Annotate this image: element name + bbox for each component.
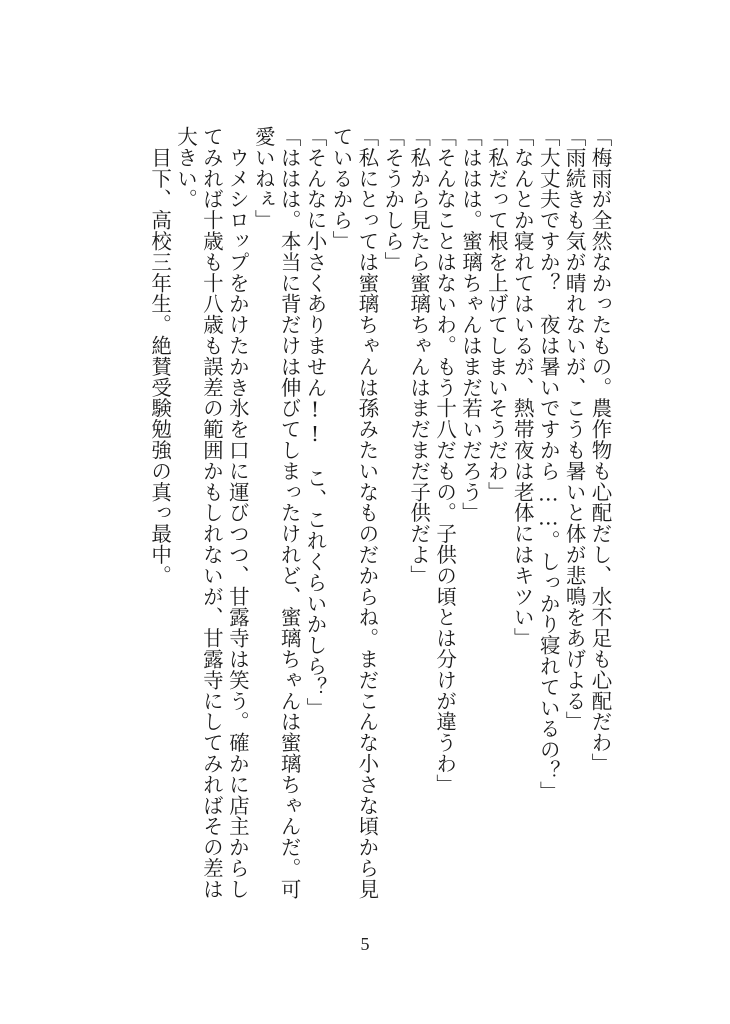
page-number: 5 [360, 934, 370, 954]
dialogue-line: 「なんとか寝れてはいるが、熱帯夜は老体にはキツい」 [510, 126, 535, 649]
dialogue-line: 「私から見たら蜜璃ちゃんはまだまだ子供だよ」 [406, 126, 431, 586]
dialogue-line: 「ははは。本当に背だけは伸びてしまったけれど、蜜璃ちゃんは蜜璃ちゃんだ。可愛いねぇ」 [251, 126, 302, 900]
dialogue-line: 「私だって根を上げてしまいそうだわ」 [484, 126, 509, 503]
dialogue-line: 「梅雨が全然なかったもの。農作物も心配だし、水不足も心配だわ」 [588, 126, 612, 774]
dialogue-line: 「ははは。蜜璃ちゃんはまだ若いだろう」 [458, 126, 483, 524]
dialogue-line: 「雨続きも気が晴れないが、こうも暑いと体が悲鳴をあげよる」 [562, 126, 587, 733]
dialogue-line: 「私にとっては蜜璃ちゃんは孫みたいなものだからね。まだこんな小さな頃から見ているから」 [328, 126, 379, 900]
dialogue-line: 「そんなことはないわ。もう十八だもの。子供の頃とは分けが違うわ」 [432, 126, 457, 795]
vertical-text-body [146, 126, 612, 916]
dialogue-line: 「そうかしら」 [380, 126, 405, 273]
narration-paragraph: 目下、高校三年生。絶賛受験勉強の真っ最中。 [147, 126, 172, 586]
dialogue-line: 「そんなに小さくありません!! こ、これくらいかしら？」 [303, 126, 328, 719]
dialogue-line: 「大丈夫ですか？ 夜は暑いですから……。しっかり寝れているの？」 [536, 126, 561, 802]
narration-paragraph: ウメシロップをかけたかき氷を口に運びつつ、甘露寺は笑う。確かに店主からしてみれば十歳も十八歳も誤差の範囲かもしれないが、甘露寺にしてみればその差は大きい。 [173, 126, 250, 900]
